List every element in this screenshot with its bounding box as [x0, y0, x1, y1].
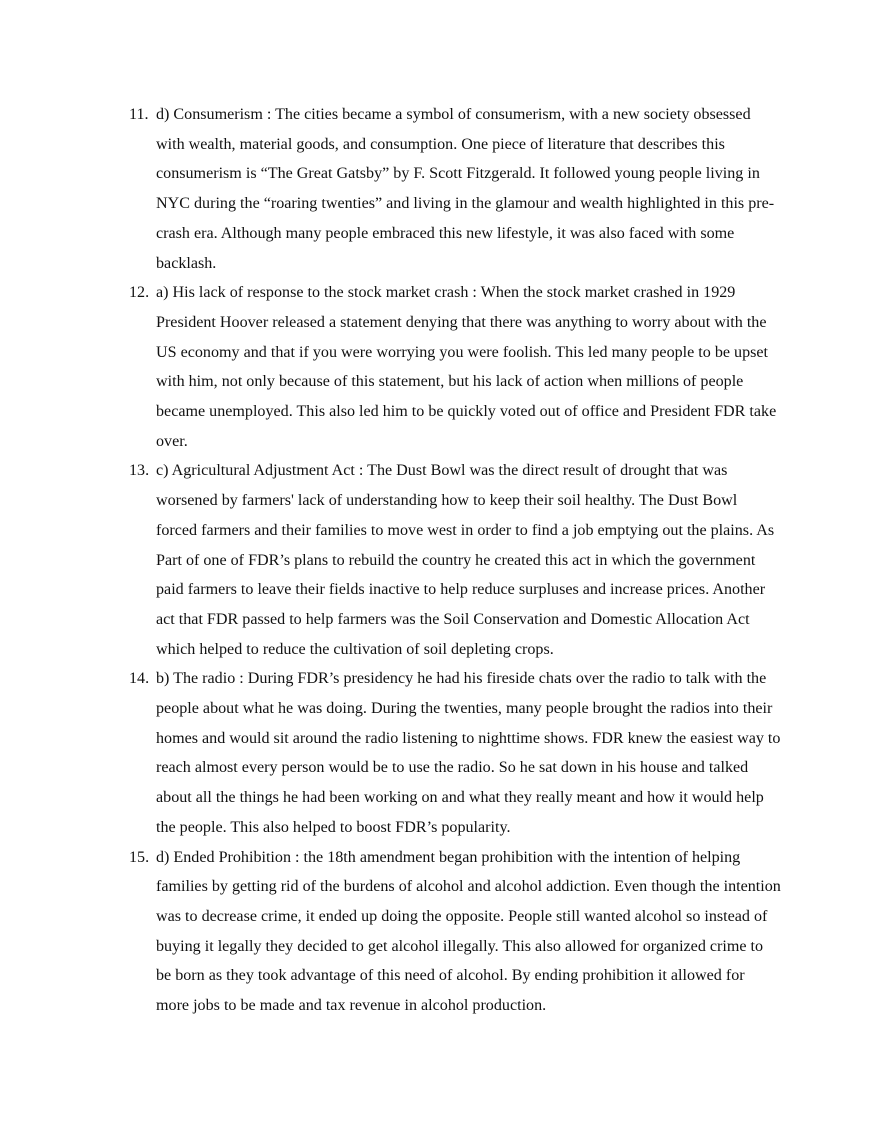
answer-number: 13.: [129, 462, 150, 480]
answer-number: 11.: [129, 106, 149, 123]
answer-item-15: [0, 843, 880, 1021]
answer-choice: d) Consumerism :: [156, 106, 272, 123]
answer-choice: c) Agricultural Adjustment Act :: [156, 462, 364, 480]
answer-item-12: [0, 278, 880, 456]
answer-number: 14.: [129, 670, 150, 688]
answer-explanation: The Dust Bowl was the direct result of drought that was worsened by farmers' lack of understanding how to keep their soil healthy. The Dust Bowl forced farmers and their families to move west in order to find a job emptying out the plains. As Part of one of FDR’s plans to rebuild the country he created this act in which the government paid farmers to leave their fields inactive to help reduce surpluses and increase prices. Another act that FDR passed to help farmers was the Soil Conservation and Domestic Allocation Act which helped to reduce the cultivation of soil depleting crops.: [156, 462, 775, 658]
answer-body: [156, 278, 781, 456]
answer-number: 15.: [129, 848, 150, 866]
answer-number: 12.: [129, 284, 150, 302]
answer-item-11: [0, 100, 880, 278]
answer-body: [156, 843, 781, 1021]
answer-explanation: the 18th amendment began prohibition with the intention of helping families by getting rid of the burdens of alcohol and alcohol addiction. Even though the intention was to decrease crime, it ended up doing the opposite. People still wanted alcohol so instead of buying it legally they decided to get alcohol illegally. This also allowed for organized crime to be born as they took advantage of this need of alcohol. By ending prohibition it allowed for more jobs to be made and tax revenue in alcohol production.: [156, 848, 781, 1015]
answer-item-14: [0, 664, 880, 842]
answer-choice: d) Ended Prohibition :: [156, 848, 300, 866]
answer-body: [156, 664, 781, 842]
answer-choice: b) The radio :: [156, 670, 244, 688]
answer-body: [156, 456, 781, 664]
answer-item-13: [0, 456, 880, 664]
answer-explanation: When the stock market crashed in 1929 President Hoover released a statement denying that there was anything to worry about with the US economy and that if you were worrying you were foolish. This led many people to be upset with him, not only because of this statement, but his lack of action when millions of people became unemployed. This also led him to be quickly voted out of office and President FDR take over.: [156, 284, 777, 450]
answer-list: [0, 100, 880, 1021]
answer-explanation: The cities became a symbol of consumerism, with a new society obsessed with wealth, material goods, and consumption. One piece of literature that describes this consumerism is “The Great Gatsby” by F. Scott Fitzgerald. It followed young people living in NYC during the “roaring twenties” and living in the glamour and wealth highlighted in this pre-crash era. Although many people embraced this new lifestyle, it was also faced with some backlash.: [156, 106, 775, 272]
answer-explanation: During FDR’s presidency he had his fireside chats over the radio to talk with the people about what he was doing. During the twenties, many people brought the radios into their homes and would sit around the radio listening to nighttime shows. FDR knew the easiest way to reach almost every person would be to use the radio. So he sat down in his house and talked about all the things he had been working on and what they really meant and how it would help the people. This also helped to boost FDR’s popularity.: [156, 670, 781, 836]
answer-choice: a) His lack of response to the stock market crash :: [156, 284, 477, 302]
answer-body: [156, 100, 781, 278]
